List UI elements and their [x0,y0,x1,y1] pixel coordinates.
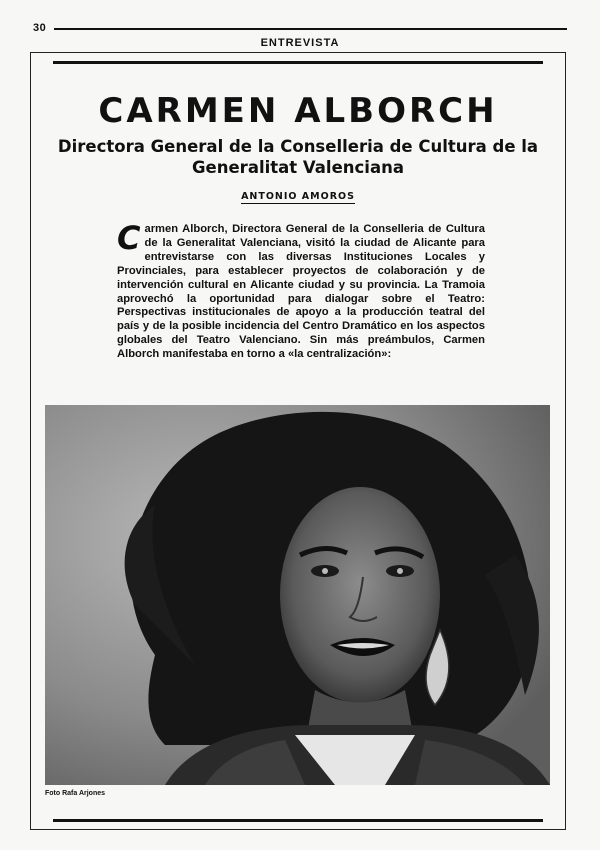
section-label: ENTREVISTA [260,37,340,49]
page-number: 30 [33,22,47,34]
article-subtitle [41,136,555,178]
lead-paragraph [117,219,485,362]
author-byline [31,186,565,204]
subtitle-line-1: Directora General de la Conselleria de Cultura de la [57,137,539,156]
drop-cap: C [117,219,141,257]
author-name: ANTONIO AMOROS [241,191,355,202]
article-title: CARMEN ALBORCH [98,91,498,131]
frame-top-bar [53,61,543,64]
article-frame [30,52,566,830]
subtitle-line-2: Generalitat Valenciana [192,158,404,177]
frame-bottom-bar [53,819,543,822]
portrait-illustration [45,405,550,785]
portrait-photo [45,405,550,785]
lead-text: armen Alborch, Directora General de la Conselleria de Cultura de la Generalitat Valenciana, visitó la ciudad de Alicante para entrevistarse con las diversas Instituciones Locales y Provinciales, para establecer proyectos de colaboración y de intervención cultural en Alicante ciudad y su provincia. La Tramoia aprovechó la oportunidad para dialogar sobre el Teatro: Perspectivas institucionales de apoyo a la producción teatral del país y de la posible incidencia del Centro Dramático en los aspectos globales del Teatro Valenciano. Sin más preámbulos, Carmen Alborch manifestaba en torno a «la centralización»: [117,223,485,361]
photo-credit: Foto Rafa Arjones [45,790,106,797]
header-rule [54,28,567,30]
